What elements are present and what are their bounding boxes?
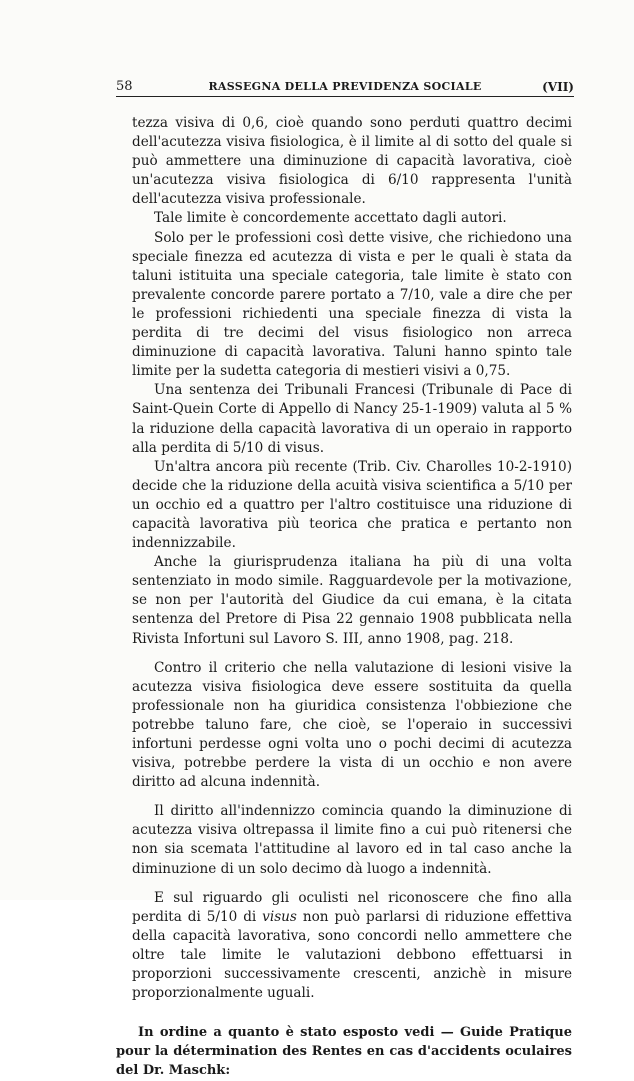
closing-paragraph: In ordine a quanto è stato esposto vedi — Guide Pratique pour la détermination des Rentes en cas d'accidents oculaires del Dr. Maschk: [116,1025,572,1079]
paragraph: Anche la giurisprudenza italiana ha più di una volta sentenziato in modo simile. Ragguardevole per la motivazione, se non per l'autorità del Giudice da cui emana, è la citata sentenza del Pretore di Pisa 22 gennaio 1908 pubblicata nella Rivista Infortuni sul Lavoro S. III, anno 1908, pag. 218. [132,554,572,647]
paragraph-text: E sul riguardo gli oculisti nel riconoscere che fino alla perdita di 5/10 [132,889,572,925]
italic-term: visus [262,908,297,925]
paragraph: Solo per le professioni così dette visive, che richiedono una speciale finezza ed acutezza di vista e per le quali è stata da taluni istituita una speciale categoria, tale limite è stato con prevalente concorde parere portato a 7/10, vale a dire che per le professioni richiedenti una speciale finezza di vista la perdita di tre decimi del visus fisiologico non arreca diminuzione di capacità lavorativa. Taluni hanno spinto tale limite per la sudetta categoria di mestieri visivi a 0,75. [132,229,572,380]
page-number: 58 [116,79,133,94]
paragraph: Il diritto all'indennizzo comincia quando la diminuzione di acutezza visiva oltrepassa il limite fino a cui può ritenersi che non sia scemata l'attitudine al lavoro ed in tal caso anche la diminuzione di un solo decimo dà luogo a indennità. [132,803,572,877]
paragraph: tezza visiva di 0,6, cioè quando sono perduti quattro decimi dell'acutezza visiva fisiologica, è il limite al di sotto del quale si può ammettere una diminuzione di capacità lavorativa, cioè un'acutezza visiva fisiologica di 6/10 rappresenta l'unità dell'acutezza visiva professionale. [132,115,572,208]
journal-title: RASSEGNA DELLA PREVIDENZA SOCIALE [208,80,482,93]
paragraph: Tale limite è concordemente accettato dagli autori. [154,210,507,227]
running-header [116,78,574,96]
body-text [116,114,572,1081]
paragraph: E sul riguardo gli oculisti nel riconoscere che fino alla perdita di 5/10 di visus non può parlarsi di riduzione effettiva della capacità lavorativa, sono concordi nello ammettere che oltre tale limite le valutazioni debbono effettuarsi in proporzioni successivamente crescenti, anzichè in misure proporzionalmente uguali. [132,889,572,1002]
paragraph: Una sentenza dei Tribunali Francesi (Tribunale di Pace di Saint-Quein Corte di Appello di Nancy 25-1-1909) valuta al 5 % la riduzione della capacità lavorativa di un operaio in rapporto alla perdita di 5/10 di visus. [132,382,572,456]
section-number: (VII) [542,80,574,94]
paragraph-text: non può parlarsi di riduzione effettiva della capacità lavorativa, sono concordi nello ammettere che oltre tale limite le valutazioni debbono effettuarsi in proporzioni successivamente crescenti, anzichè in misure proporzionalmente uguali. [132,908,572,1002]
paragraph: Contro il criterio che nella valutazione di lesioni visive la acutezza visiva fisiologica deve essere sostituita da quella professionale non ha giuridica consistenza l'obbiezione che potrebbe taluno fare, che cioè, se l'operaio in successivi infortuni perdesse ogni volta uno o pochi decimi di acutezza visiva, potrebbe perdere la vista di un occhio e non avere diritto ad alcuna indennità. [132,659,572,791]
header-rule [116,96,574,97]
paragraph: Un'altra ancora più recente (Trib. Civ. Charolles 10-2-1910) decide che la riduzione della acuità visiva scientifica a 5/10 per un occhio ed a quattro per l'altro costituisce una riduzione di capacità lavorativa più teorica che pratica e pertanto non indennizzabile. [132,458,572,552]
